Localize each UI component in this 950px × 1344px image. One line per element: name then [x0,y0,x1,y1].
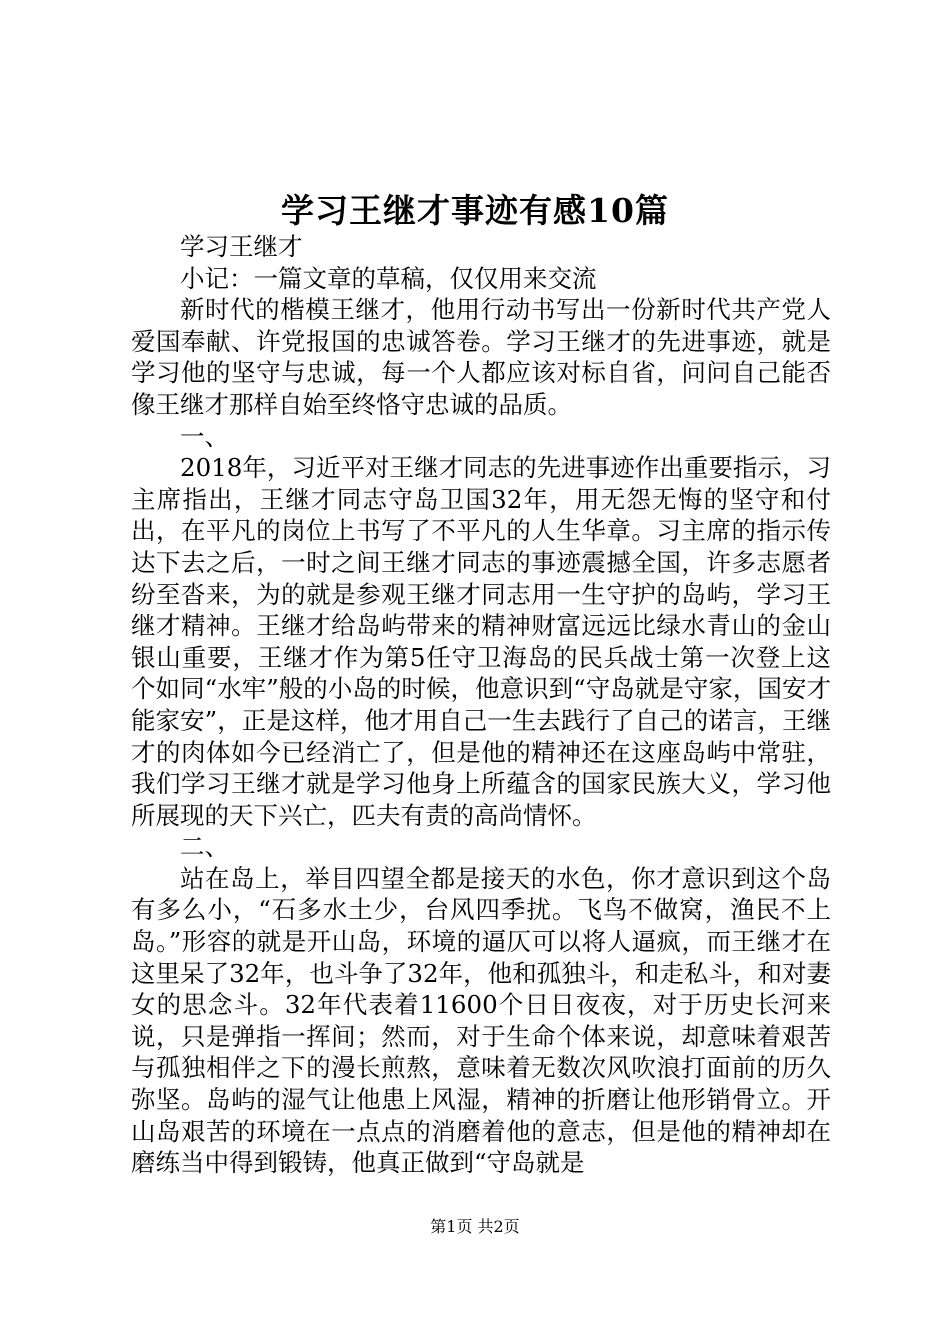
paragraph-section-1: 2018年，习近平对王继才同志的先进事迹作出重要指示，习主席指出，王继才同志守岛卫国32年，用无怨无悔的坚守和付出，在平凡的岗位上书写了不平凡的人生华章。习主席的指示传达下去之后，一时之间王继才同志的事迹震撼全国，许多志愿者纷至沓来，为的就是参观王继才同志用一生守护的岛屿，学习王继才精神。王继才给岛屿带来的精神财富远远比绿水青山的金山银山重要，王继才作为第5任守卫海岛的民兵战士第一次登上这个如同“水牢”般的小岛的时候，他意识到“守岛就是守家，国安才能家安”，正是这样，他才用自己一生去践行了自己的诺言，王继才的肉体如今已经消亡了，但是他的精神还在这座岛屿中常驻，我们学习王继才就是学习他身上所蕴含的国家民族大义，学习他所展现的天下兴亡，匹夫有责的高尚情怀。 [131,453,831,830]
section-heading-2: 二、 [180,832,229,862]
paragraph-intro: 新时代的楷模王继才，他用行动书写出一份新时代共产党人爱国奉献、许党报国的忠诚答卷。学习王继才的先进事迹，就是学习他的坚守与忠诚，每一个人都应该对标自省，问问自己能否像王继才那样自始至终恪守忠诚的品质。 [131,295,831,419]
section-heading-1: 一、 [180,421,229,451]
paragraph-note: 小记：一篇文章的草稿，仅仅用来交流 [180,263,597,293]
page-title: 学习王继才事迹有感10篇 [281,191,669,230]
page-footer: 第1页 共2页 [430,1217,520,1236]
paragraph-section-2: 站在岛上，举目四望全都是接天的水色，你才意识到这个岛有多么小，“石多水土少，台风四季扰。飞鸟不做窝，渔民不上岛。”形容的就是开山岛，环境的逼仄可以将人逼疯，而王继才在这里呆了32年，也斗争了32年，他和孤独斗，和走私斗，和对妻女的思念斗。32年代表着11600个日日夜夜，对于历史长河来说，只是弹指一挥间；然而，对于生命个体来说，却意味着艰苦与孤独相伴之下的漫长煎熬，意味着无数次风吹浪打面前的历久弥坚。岛屿的湿气让他患上风湿，精神的折磨让他形销骨立。开山岛艰苦的环境在一点点的消磨着他的意志，但是他的精神却在磨练当中得到锻铸，他真正做到“守岛就是 [131,863,831,1178]
paragraph-subtitle: 学习王继才 [180,232,303,261]
body-text [131,231,831,1179]
